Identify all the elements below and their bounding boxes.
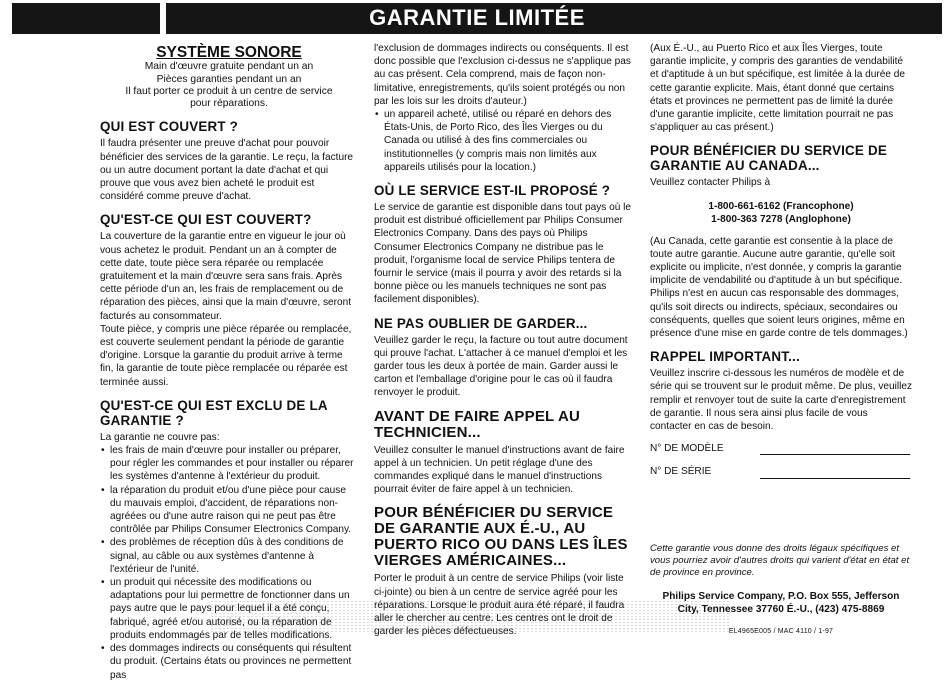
legal-note: Cette garantie vous donne des droits légaux spécifiques et vous pourriez avoir d'autres droits qui varient d'état en état et de province en province. [650,542,910,578]
excluded-list [100,444,358,682]
column-2 [374,42,634,639]
paragraph-before-technician: Veuillez consulter le manuel d'instructions avant de faire appel à un technicien. Un petit réglage d'une des commandes expliqué dans le manuel d'instructions pourrait éviter de faire appel à un technicien. [374,444,625,496]
column-3 [650,42,912,638]
heading-who-covered: QUI EST COUVERT ? [100,119,239,135]
paragraph-canada-contact: Veuillez contacter Philips à [650,177,771,189]
system-title: SYSTÈME SONORE [156,44,302,61]
paragraph-usa-service: Porter le produit à un centre de service Philips (voir liste ci-jointe) ou bien à un centre de service agréé pour les réparations. Lorsque le produit aura été réparé, il faudra aller le chercher au centre. Les centres ont le droit de garder les pièces défectueuses. [374,573,625,638]
paragraph-who-covered: Il faudra présenter une preuve d'achat pour pouvoir bénéficier des services de la garantie. Le reçu, la facture ou un autre document portant la date d'achat et qui prouve que vous avez bien acheté le produit est considéré comme preuve d'achat. [100,138,354,203]
list-item: • des dommages indirects ou conséquents qui résultent du produit. (Certains états ou provinces ne permettent pas [110,642,358,682]
page-title: GARANTIE LIMITÉE [369,5,585,30]
serial-number-line [760,468,910,479]
phone-anglophone: 1-800-363 7278 (Anglophone) [711,213,851,225]
heading-excluded: QU'EST-CE QUI EST EXCLU DE LA GARANTIE ? [100,397,328,428]
heading-keep: NE PAS OUBLIER DE GARDER... [374,315,588,331]
paragraph-continued: l'exclusion de dommages indirects ou conséquents. Il est donc possible que l'exclusion ci-dessus ne s'applique pas au cas présent. Cela comprend, mais de façon non-limitative, enregistrements, qu'ils soient protégés ou non par les lois sur les droits d'auteur.) [374,43,631,107]
heading-canada-service: POUR BÉNÉFICIER DU SERVICE DE GARANTIE AU CANADA... [650,143,887,174]
address-line-2: City, Tennessee 37760 É.-U., (423) 475-8869 [677,603,885,615]
paragraph-what-covered-2: Toute pièce, y compris une pièce réparée ou remplacée, est couverte seulement pendant la période de garantie d'origine. Lorsque la garantie du produit arrive à terme fin, la garantie de toute pièce remplacée ou réparée est terminée aussi. [100,323,352,388]
heading-before-technician: AVANT DE FAIRE APPEL AU TECHNICIEN... [374,407,581,441]
model-number-line [760,444,910,455]
paragraph-keep: Veuillez garder le reçu, la facture ou tout autre document qui prouve l'achat. L'attacher à ce manuel d'emploi et les garder tous les deux à portée de main. Garder aussi le carton et l'emballage d'origine pour le cas où il faudra renvoyer le produit. [374,334,628,399]
list-item: • les frais de main d'œuvre pour installer ou préparer, pour régler les commandes et pour installer ou réparer les systèmes d'antenne à l'extérieur du produit. [110,444,358,484]
system-line: Pièces garanties pendant un an [156,73,302,85]
heading-what-covered: QU'EST-CE QUI EST COUVERT? [100,212,312,228]
list-item: • un appareil acheté, utilisé ou réparé en dehors des États-Unis, de Porto Rico, des Îles Vierges ou du Canada ou utilisé à des fins commerciales ou institutionnelles (y compris mais non limités aux appareils utilisés pour la location.) [384,108,634,174]
paragraph-where-service: Le service de garantie est disponible dans tout pays où le produit est distribué officiellement par Philips Consumer Electronics Company. Dans des pays où Philips Consumer Electronics Company ne distribue pas le produit, l'organisme local de service Philips tentera de fournir le service (mais il pourra y avoir des retards si la bonne pièce ou les manuels techniques ne sont pas facilement disponibles). [374,202,631,306]
title-banner [12,3,942,34]
list-item: • la réparation du produit et/ou d'une pièce pour cause du mauvais emploi, d'accident, de réparations non-agréées ou d'une autre raison qui ne peut pas être contrôlée par Philips Consumer Electronics Company. [110,484,358,537]
address-line-1: Philips Service Company, P.O. Box 555, Jefferson [662,590,900,602]
paragraph-canada-terms: (Au Canada, cette garantie est consentie à la place de toute autre garantie. Aucune autre garantie, qu'elle soit explicite ou implicite, n'est donnée, y compris la garantie implicite de vendabilité ou d'aptitude à un but spécifique. Philips n'est en aucun cas responsable des dommages, qu'ils soit directs ou indirects, spéciaux, secondaires ou conséquents, quelles que soient leurs origines, même en présence d'une mise en garde contre de tels dommages.) [650,235,908,340]
paragraph-what-covered-1: La couverture de la garantie entre en vigueur le jour où vous achetez le produit. Pendant un an à compter de cette date, toute pièce sera réparée ou remplacée gratuitement et la main d'œuvre sera sans frais. Après cette période d'un an, les frais de remplacement ou de réparation des pièces, ainsi que la main d'œuvre, seront facturés au consommateur. [100,231,352,322]
paragraph-excluded-intro: La garantie ne couvre pas: [100,431,220,443]
column-1 [100,42,358,682]
list-item: • des problèmes de réception dûs à des conditions de signal, au câble ou aux systèmes d'antenne à l'extérieur de l'unité. [110,536,358,576]
list-item: • un produit qui nécessite des modifications ou adaptations pour lui permettre de fonctionner dans un pays autre que le pays pour lequel il a été conçu, fabriqué, agréé et/ou autorisé, ou la réparation de produits endommagés par de telles modifications. [110,576,358,642]
model-number-field [650,442,912,455]
serial-number-field [650,465,912,478]
continued-list [374,108,634,174]
system-line: Main d'œuvre gratuite pendant un an [144,61,314,73]
heading-usa-service: POUR BÉNÉFICIER DU SERVICE DE GARANTIE AUX É.-U., AU PUERTO RICO OU DANS LES ÎLES VIERGES AMÉRICAINES... [374,504,628,570]
scan-noise [210,600,730,634]
phone-block [650,200,912,226]
serial-number-label: N° DE SÉRIE [650,466,712,478]
document-code: EL4965E005 / MAC 4110 / 1-97 [728,627,834,635]
phone-francophone: 1-800-661-6162 (Francophone) [708,200,854,212]
heading-where-service: OÙ LE SERVICE EST-IL PROPOSÉ ? [374,183,611,199]
model-number-label: N° DE MODÈLE [650,443,724,455]
paragraph-implicit: (Aux É.-U., au Puerto Rico et aux Îles Vierges, toute garantie implicite, y compris des garanties de vendabilité et d'aptitude à un but spécifique, est limitée à la durée de cette garantie explicite. Mais, étant donné que certains états et provinces ne permettent pas de limité la durée d'une garantie implicite, cette limitation pourrait ne pas s'appliquer au cas présent.) [650,43,906,134]
system-line: pour réparations. [190,98,268,110]
paragraph-reminder: Veuillez inscrire ci-dessous les numéros de modèle et de série qui se trouvent sur le produit même. De plus, veuillez remplir et renvoyer tout de suite la carte d'enregistrement de garantie. Il nous sera ainsi plus facile de vous contacter en cas de besoin. [650,368,912,433]
system-line: Il faut porter ce produit à un centre de service [125,85,333,97]
heading-reminder: RAPPEL IMPORTANT... [650,349,800,365]
